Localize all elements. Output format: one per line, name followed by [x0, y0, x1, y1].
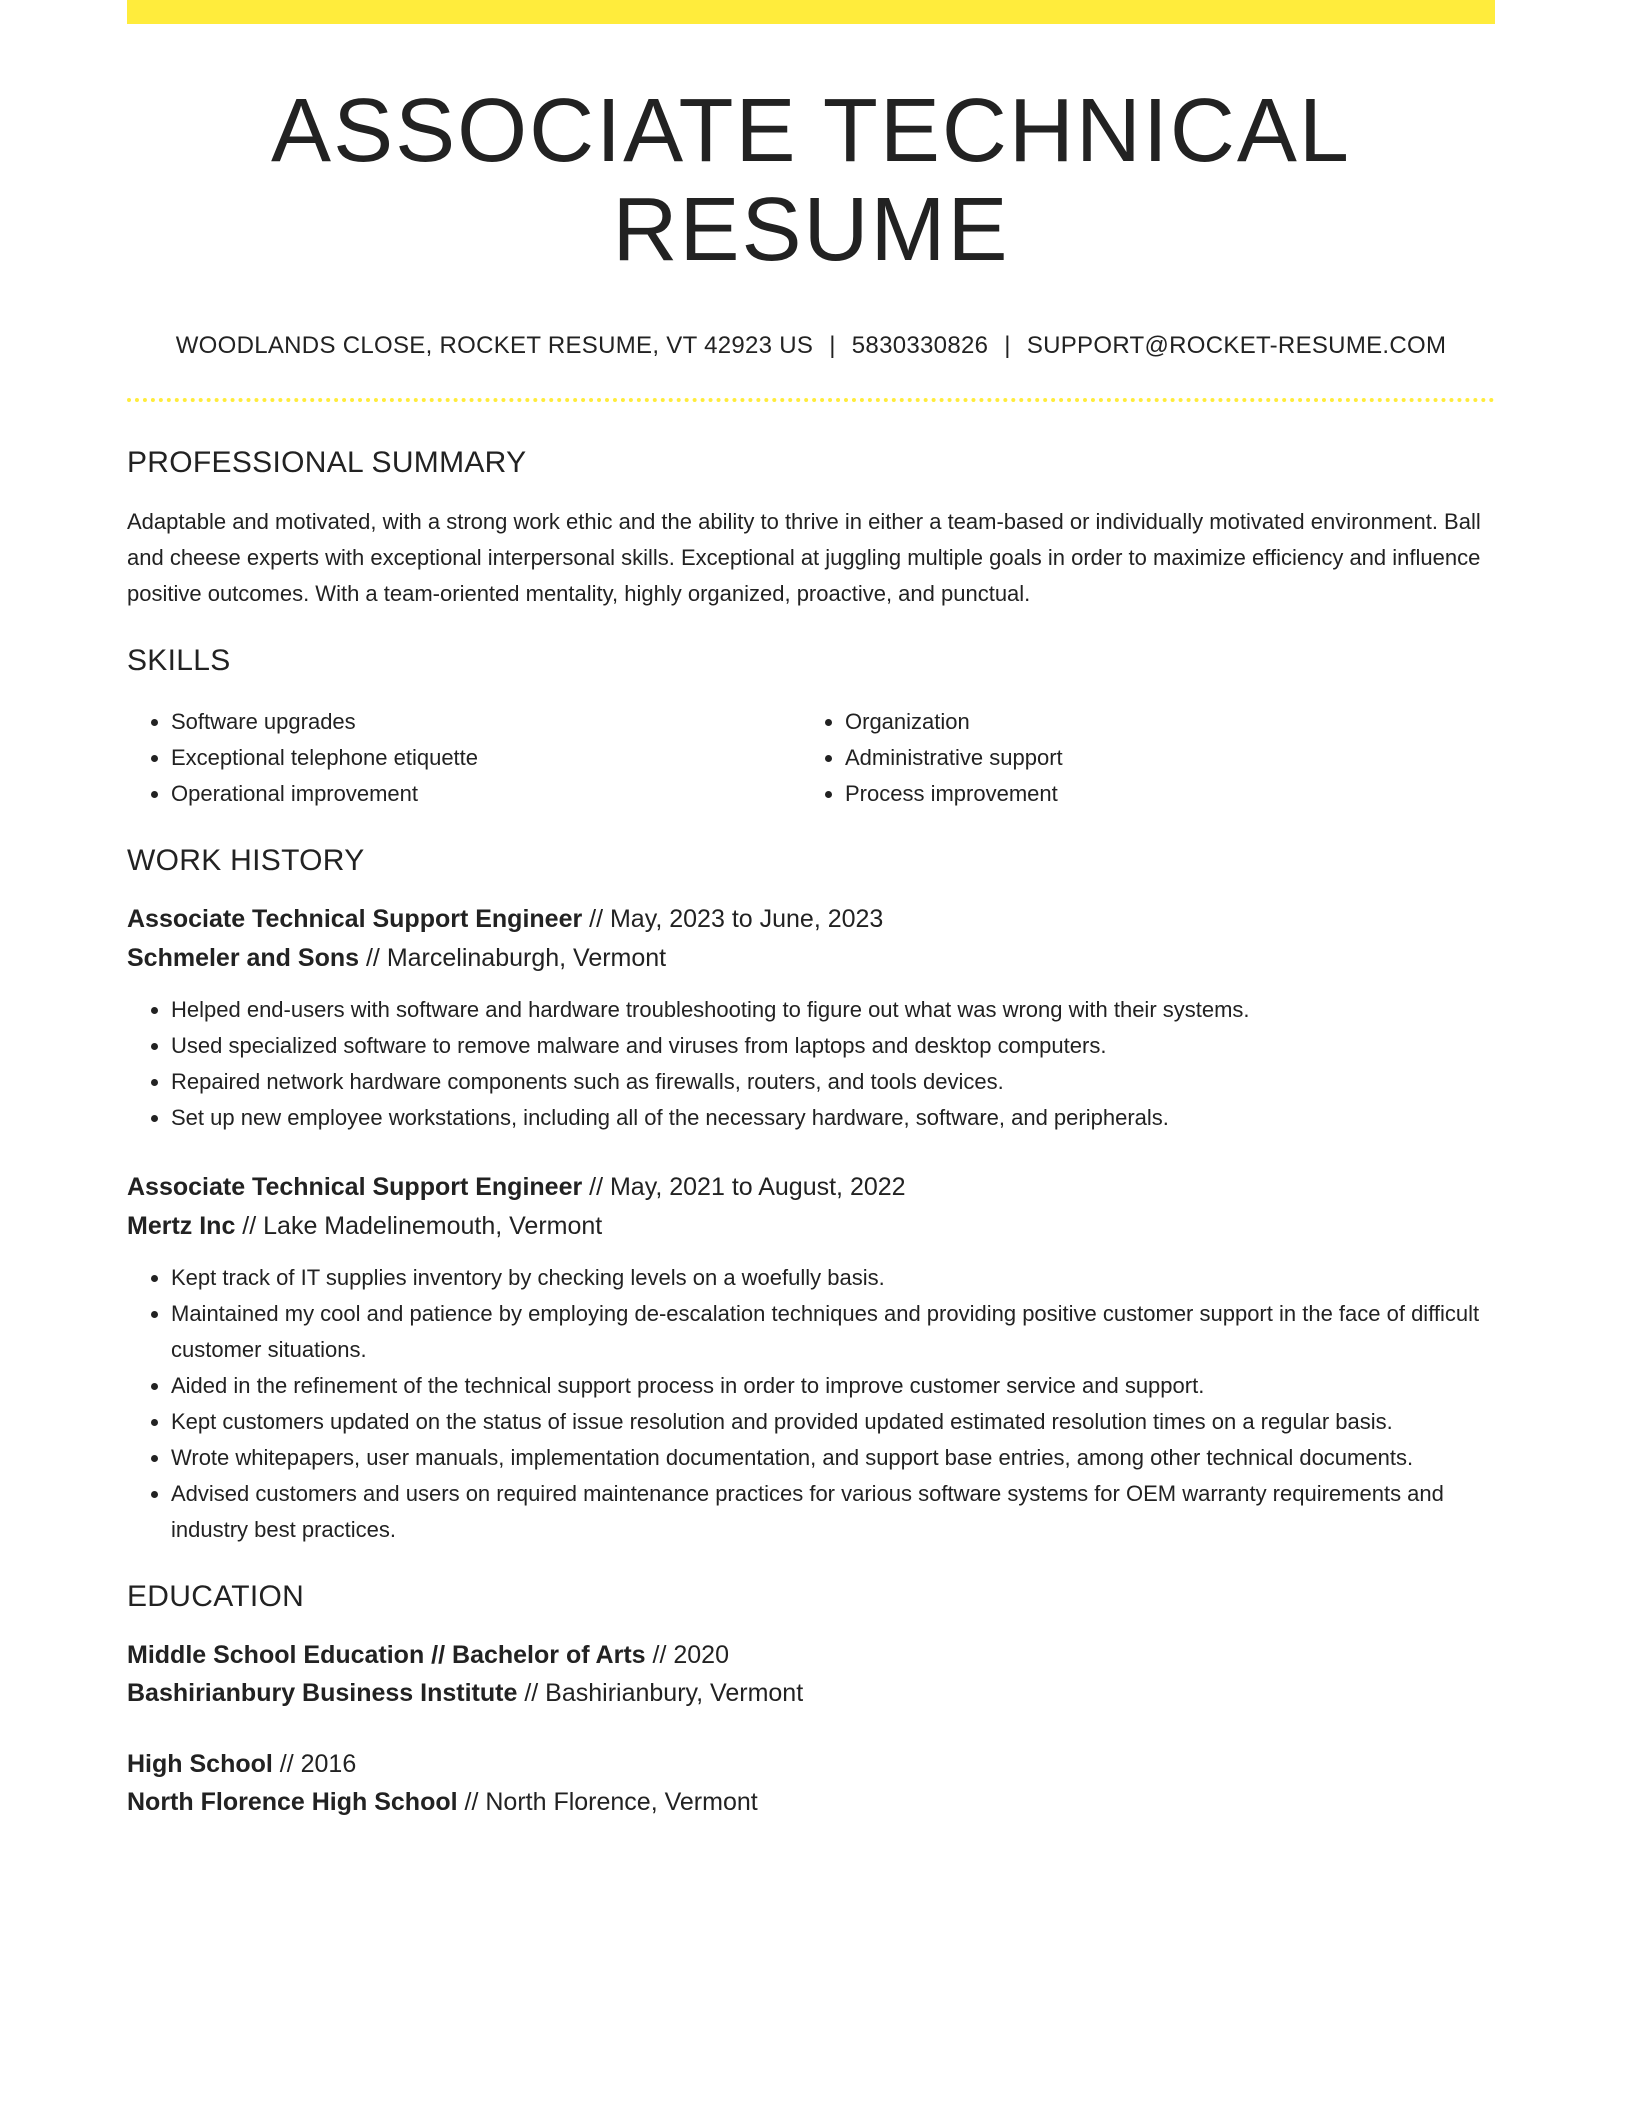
- job-dates: // May, 2021 to August, 2022: [582, 1173, 906, 1201]
- job-company-line: [127, 1207, 1495, 1246]
- education-school-line: [127, 1783, 1495, 1821]
- address-text: WOODLANDS CLOSE, ROCKET RESUME, VT 42923 US: [175, 332, 814, 359]
- skills-list-right: [801, 704, 1475, 812]
- education-school-line: [127, 1674, 1495, 1712]
- job-bullet: • Helped end-users with software and hardware troubleshooting to figure out what was wrong with their systems.: [171, 992, 1495, 1028]
- education-year: // 2016: [272, 1750, 357, 1778]
- contact-separator: |: [1004, 332, 1011, 359]
- job-location: // Lake Madelinemouth, Vermont: [235, 1212, 603, 1240]
- education-degree-line: [127, 1636, 1495, 1674]
- job-bullet: • Used specialized software to remove malware and viruses from laptops and desktop computers.: [171, 1028, 1495, 1064]
- summary-heading: PROFESSIONAL SUMMARY: [127, 446, 527, 479]
- job-dates: // May, 2023 to June, 2023: [582, 905, 884, 933]
- skill-item: • Software upgrades: [171, 704, 801, 740]
- education-location: // Bashirianbury, Vermont: [517, 1679, 804, 1707]
- contact-line: [127, 332, 1495, 360]
- job-bullet: • Kept track of IT supplies inventory by checking levels on a woefully basis.: [171, 1260, 1495, 1296]
- education-heading: EDUCATION: [127, 1580, 305, 1613]
- resume-page: [127, 0, 1495, 1821]
- skills-columns: [127, 704, 1495, 812]
- job-company: Mertz Inc: [127, 1212, 236, 1240]
- job-title-line: [127, 1168, 1495, 1207]
- contact-separator: |: [829, 332, 836, 359]
- work-history-heading: WORK HISTORY: [127, 844, 365, 877]
- job-role: Associate Technical Support Engineer: [127, 905, 583, 933]
- skill-item: • Process improvement: [845, 776, 1475, 812]
- job-bullet: • Kept customers updated on the status of issue resolution and provided updated estimated resolution times on a regular basis.: [171, 1404, 1495, 1440]
- email-text: SUPPORT@ROCKET-RESUME.COM: [1026, 332, 1447, 359]
- job-bullet: • Aided in the refinement of the technical support process in order to improve customer service and support.: [171, 1368, 1495, 1404]
- summary-paragraph: Adaptable and motivated, with a strong work ethic and the ability to thrive in either a team-based or individually motivated environment. Ball and cheese experts with exceptional interpersonal skills. Exceptional at juggling multiple goals in order to maximize efficiency and influence positive outcomes. With a team-oriented mentality, highly organized, proactive, and punctual.: [127, 509, 1481, 606]
- job-location: // Marcelinaburgh, Vermont: [359, 944, 667, 972]
- skills-list-left: [127, 704, 801, 812]
- education-location: // North Florence, Vermont: [457, 1788, 758, 1816]
- skill-item: • Operational improvement: [171, 776, 801, 812]
- dotted-divider: [127, 398, 1495, 402]
- job-bullet: • Repaired network hardware components such as firewalls, routers, and tools devices.: [171, 1064, 1495, 1100]
- skills-heading: SKILLS: [127, 644, 231, 677]
- job-bullets: [127, 992, 1495, 1136]
- job-role: Associate Technical Support Engineer: [127, 1173, 583, 1201]
- education-degree-line: [127, 1745, 1495, 1783]
- education-school: North Florence High School: [127, 1788, 458, 1816]
- education-degree: High School: [127, 1750, 273, 1778]
- job-bullet: • Maintained my cool and patience by employing de-escalation techniques and providing positive customer support in the face of difficult customer situations.: [171, 1296, 1495, 1368]
- job-bullets: [127, 1260, 1495, 1548]
- job-bullet: • Advised customers and users on required maintenance practices for various software systems for OEM warranty requirements and industry best practices.: [171, 1476, 1495, 1548]
- job-title-line: [127, 900, 1495, 939]
- skill-item: • Exceptional telephone etiquette: [171, 740, 801, 776]
- education-school: Bashirianbury Business Institute: [127, 1679, 518, 1707]
- job-company-line: [127, 939, 1495, 978]
- job-bullet: • Wrote whitepapers, user manuals, implementation documentation, and support base entries, among other technical documents.: [171, 1440, 1495, 1476]
- skill-item: • Administrative support: [845, 740, 1475, 776]
- job-company: Schmeler and Sons: [127, 944, 360, 972]
- skill-item: • Organization: [845, 704, 1475, 740]
- top-accent-bar: [127, 0, 1495, 24]
- education-degree: Middle School Education // Bachelor of Arts: [127, 1641, 646, 1669]
- phone-text: 5830330826: [851, 332, 989, 359]
- resume-title: ASSOCIATE TECHNICAL RESUME: [271, 81, 1351, 280]
- job-bullet: • Set up new employee workstations, including all of the necessary hardware, software, and peripherals.: [171, 1100, 1495, 1136]
- education-year: // 2020: [645, 1641, 729, 1669]
